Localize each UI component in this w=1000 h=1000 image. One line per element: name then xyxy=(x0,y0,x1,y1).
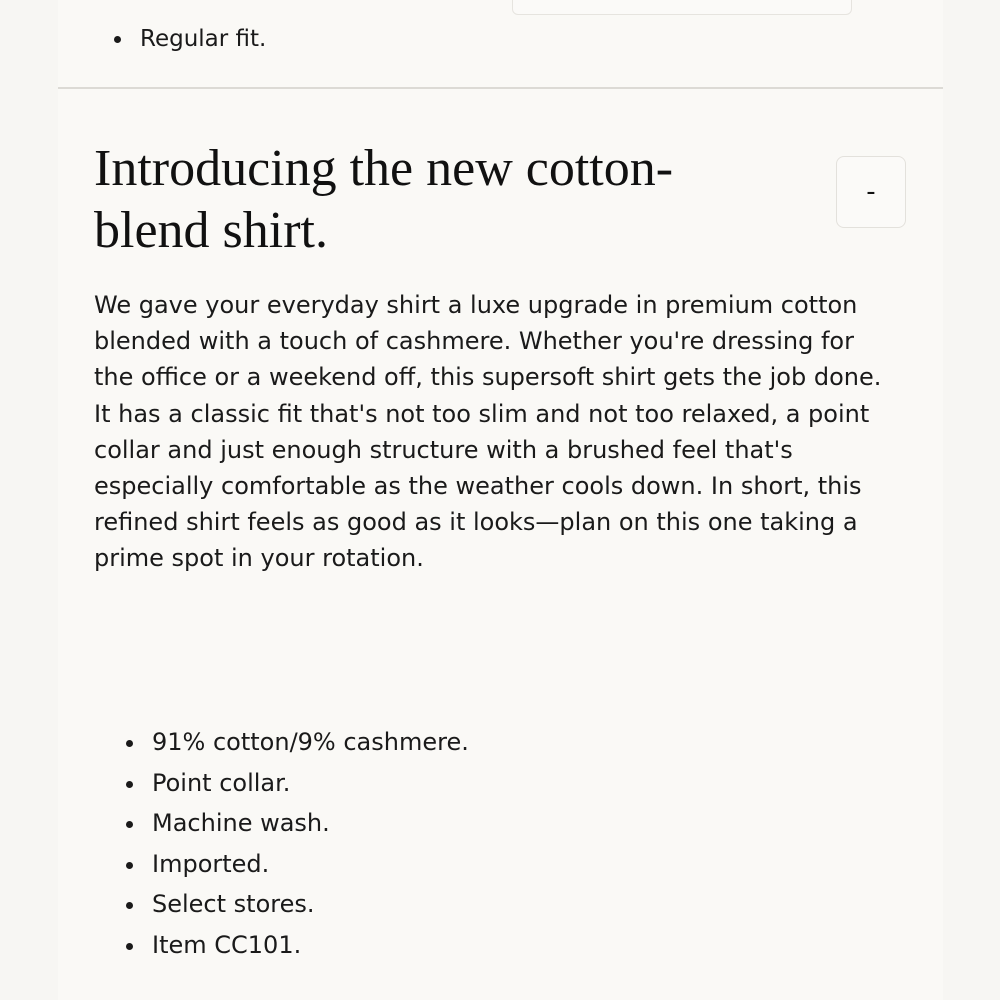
section-divider xyxy=(58,87,943,89)
top-field-edge[interactable] xyxy=(512,0,852,15)
list-item: 91% cotton/9% cashmere. xyxy=(122,722,469,763)
section-heading: Introducing the new cotton-blend shirt. xyxy=(94,140,674,259)
list-item: Select stores. xyxy=(122,884,469,925)
list-item: Machine wash. xyxy=(122,803,469,844)
previous-section-list xyxy=(110,20,266,58)
list-item: Item CC101. xyxy=(122,925,469,966)
minus-icon: - xyxy=(866,177,876,207)
list-item: Imported. xyxy=(122,844,469,885)
list-item: Regular fit. xyxy=(110,20,266,58)
product-description: We gave your everyday shirt a luxe upgrade in premium cotton blended with a touch of cashmere. Whether you're dressing for the office or a weekend off, this supersoft shirt gets the job done. It has a classic fit that's not too slim and not too relaxed, a point collar and just enough structure with a brushed feel that's especially comfortable as the weather cools down. In short, this refined shirt feels as good as it looks—plan on this one taking a prime spot in your rotation. xyxy=(94,291,882,573)
feature-list xyxy=(122,722,469,965)
list-item: Point collar. xyxy=(122,763,469,804)
collapse-section-button[interactable] xyxy=(836,156,906,228)
